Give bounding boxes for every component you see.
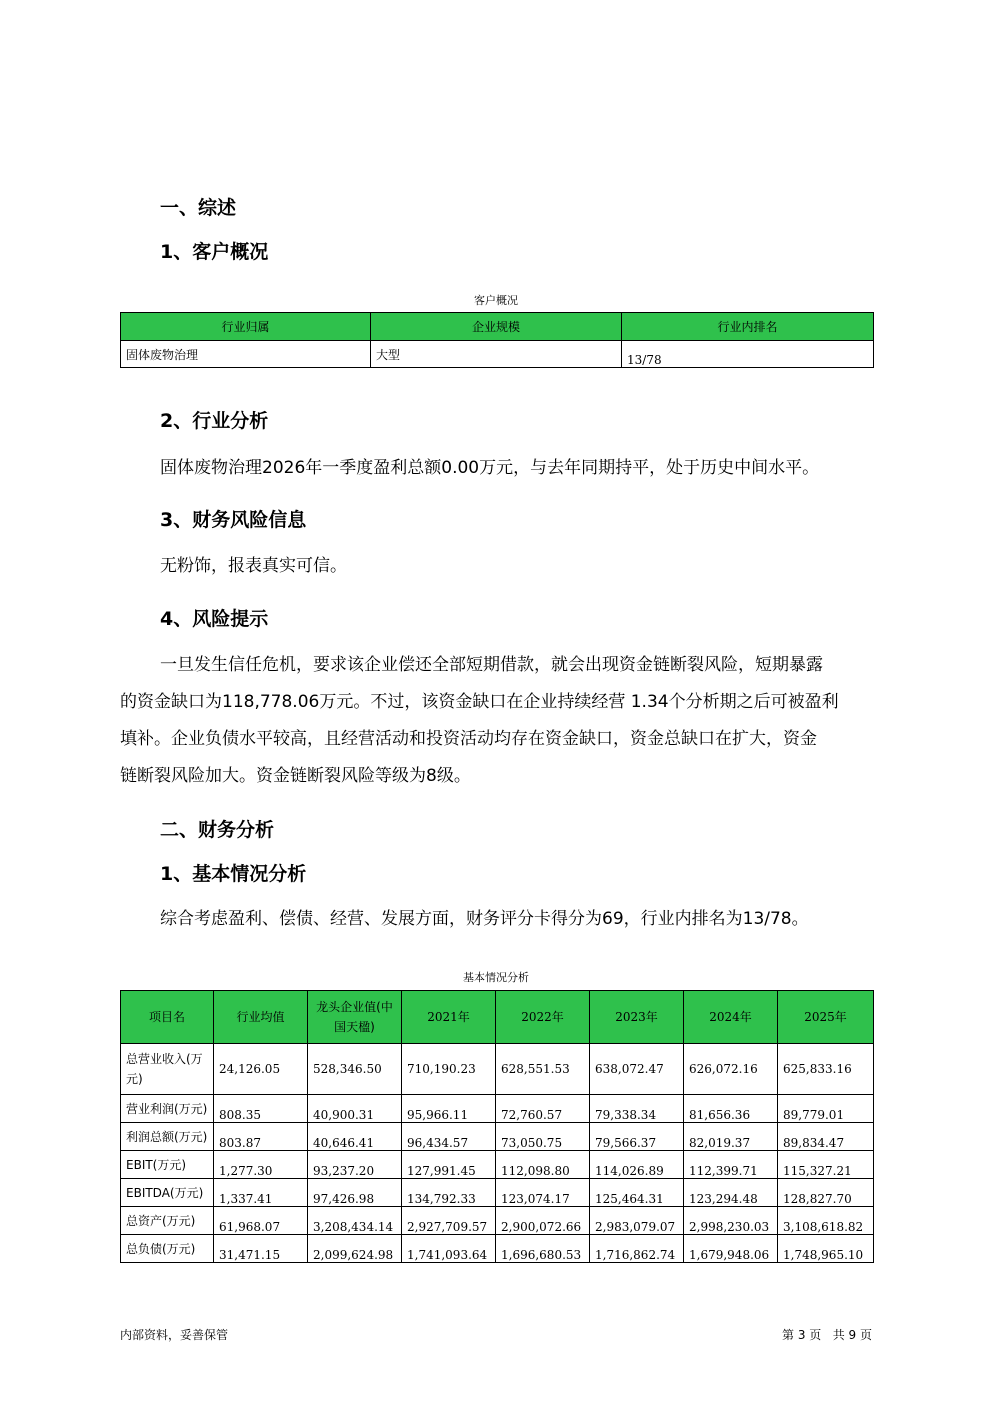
basic-header-2021: 2021年 bbox=[402, 991, 496, 1044]
basic-row-value: 1,337.41 bbox=[214, 1179, 308, 1207]
customer-header-rank: 行业内排名 bbox=[622, 313, 874, 341]
footer-confidential: 内部资料，妥善保管 bbox=[120, 1328, 229, 1342]
risk-text-line-4: 链断裂风险加大。资金链断裂风险等级为8级。 bbox=[120, 766, 471, 786]
basic-table-row bbox=[121, 1235, 874, 1263]
basic-row-value: 134,792.33 bbox=[402, 1179, 496, 1207]
basic-header-2024: 2024年 bbox=[684, 991, 778, 1044]
basic-row-label: 总负债(万元) bbox=[121, 1235, 214, 1263]
basic-row-value: 82,019.37 bbox=[684, 1123, 778, 1151]
risk-text-line-1: 一旦发生信任危机，要求该企业偿还全部短期借款，就会出现资金链断裂风险，短期暴露 bbox=[160, 655, 823, 675]
basic-header-2025: 2025年 bbox=[778, 991, 874, 1044]
heading-financial-risk-info: 3、财务风险信息 bbox=[160, 509, 307, 531]
financial-risk-text: 无粉饰，报表真实可信。 bbox=[160, 556, 347, 576]
heading-basic-analysis: 1、基本情况分析 bbox=[160, 863, 307, 885]
basic-row-value: 710,190.23 bbox=[402, 1044, 496, 1095]
basic-header-2023: 2023年 bbox=[590, 991, 684, 1044]
basic-row-value: 72,760.57 bbox=[496, 1095, 590, 1123]
section-title-financial-analysis: 二、财务分析 bbox=[160, 819, 275, 841]
basic-row-value: 31,471.15 bbox=[214, 1235, 308, 1263]
basic-table-caption: 基本情况分析 bbox=[463, 971, 529, 984]
basic-row-value: 2,900,072.66 bbox=[496, 1207, 590, 1235]
basic-row-value: 3,108,618.82 bbox=[778, 1207, 874, 1235]
basic-row-value: 115,327.21 bbox=[778, 1151, 874, 1179]
basic-row-value: 1,741,093.64 bbox=[402, 1235, 496, 1263]
basic-row-label: 利润总额(万元) bbox=[121, 1123, 214, 1151]
basic-row-value: 628,551.53 bbox=[496, 1044, 590, 1095]
basic-row-value: 2,927,709.57 bbox=[402, 1207, 496, 1235]
basic-row-value: 89,834.47 bbox=[778, 1123, 874, 1151]
heading-customer-overview: 1、客户概况 bbox=[160, 241, 269, 263]
basic-table-row bbox=[121, 1044, 874, 1095]
basic-row-value: 61,968.07 bbox=[214, 1207, 308, 1235]
footer-page-number: 第 3 页 共 9 页 bbox=[782, 1328, 872, 1342]
basic-row-value: 638,072.47 bbox=[590, 1044, 684, 1095]
basic-table-row bbox=[121, 1095, 874, 1123]
basic-row-value: 2,983,079.07 bbox=[590, 1207, 684, 1235]
heading-industry-analysis: 2、行业分析 bbox=[160, 410, 269, 432]
basic-row-value: 89,779.01 bbox=[778, 1095, 874, 1123]
basic-header-item: 项目名 bbox=[121, 991, 214, 1044]
customer-header-scale: 企业规模 bbox=[371, 313, 622, 341]
basic-table-row bbox=[121, 1179, 874, 1207]
basic-row-value: 2,099,624.98 bbox=[308, 1235, 402, 1263]
basic-row-value: 123,074.17 bbox=[496, 1179, 590, 1207]
basic-row-value: 625,833.16 bbox=[778, 1044, 874, 1095]
customer-cell-rank: 13/78 bbox=[622, 341, 874, 368]
basic-row-value: 123,294.48 bbox=[684, 1179, 778, 1207]
basic-row-value: 40,646.41 bbox=[308, 1123, 402, 1151]
basic-row-value: 1,679,948.06 bbox=[684, 1235, 778, 1263]
basic-row-value: 528,346.50 bbox=[308, 1044, 402, 1095]
basic-row-value: 73,050.75 bbox=[496, 1123, 590, 1151]
risk-text-line-3: 填补。企业负债水平较高，且经营活动和投资活动均存在资金缺口，资金总缺口在扩大，资金 bbox=[120, 729, 817, 749]
basic-table-header-row bbox=[121, 991, 874, 1044]
basic-row-label: 总资产(万元) bbox=[121, 1207, 214, 1235]
basic-row-value: 1,748,965.10 bbox=[778, 1235, 874, 1263]
customer-cell-industry: 固体废物治理 bbox=[121, 341, 371, 368]
basic-row-label: EBITDA(万元) bbox=[121, 1179, 214, 1207]
basic-row-value: 114,026.89 bbox=[590, 1151, 684, 1179]
basic-row-value: 1,277.30 bbox=[214, 1151, 308, 1179]
basic-row-value: 40,900.31 bbox=[308, 1095, 402, 1123]
basic-row-value: 95,966.11 bbox=[402, 1095, 496, 1123]
basic-row-value: 128,827.70 bbox=[778, 1179, 874, 1207]
customer-table-caption: 客户概况 bbox=[474, 294, 518, 307]
basic-header-industry-avg: 行业均值 bbox=[214, 991, 308, 1044]
basic-header-2022: 2022年 bbox=[496, 991, 590, 1044]
basic-row-value: 2,998,230.03 bbox=[684, 1207, 778, 1235]
basic-row-value: 93,237.20 bbox=[308, 1151, 402, 1179]
basic-row-value: 79,338.34 bbox=[590, 1095, 684, 1123]
basic-row-value: 626,072.16 bbox=[684, 1044, 778, 1095]
basic-row-label: 总营业收入(万元) bbox=[121, 1044, 214, 1095]
basic-row-value: 1,696,680.53 bbox=[496, 1235, 590, 1263]
basic-analysis-text: 综合考虑盈利、偿债、经营、发展方面，财务评分卡得分为69，行业内排名为13/78。 bbox=[160, 909, 809, 929]
basic-row-value: 803.87 bbox=[214, 1123, 308, 1151]
section-title-overview: 一、综述 bbox=[160, 197, 237, 219]
basic-row-label: EBIT(万元) bbox=[121, 1151, 214, 1179]
customer-cell-scale: 大型 bbox=[371, 341, 622, 368]
basic-table-row bbox=[121, 1123, 874, 1151]
basic-row-value: 112,399.71 bbox=[684, 1151, 778, 1179]
basic-row-value: 24,126.05 bbox=[214, 1044, 308, 1095]
basic-table-row bbox=[121, 1151, 874, 1179]
basic-row-value: 79,566.37 bbox=[590, 1123, 684, 1151]
basic-row-label: 营业利润(万元) bbox=[121, 1095, 214, 1123]
basic-row-value: 112,098.80 bbox=[496, 1151, 590, 1179]
basic-table-row bbox=[121, 1207, 874, 1235]
basic-row-value: 127,991.45 bbox=[402, 1151, 496, 1179]
customer-header-industry: 行业归属 bbox=[121, 313, 371, 341]
risk-text-line-2: 的资金缺口为118,778.06万元。不过，该资金缺口在企业持续经营 1.34个分析期之后可被盈利 bbox=[120, 692, 839, 712]
basic-row-value: 1,716,862.74 bbox=[590, 1235, 684, 1263]
basic-header-leader: 龙头企业值(中国天楹) bbox=[308, 991, 402, 1044]
customer-table bbox=[120, 312, 874, 368]
basic-row-value: 96,434.57 bbox=[402, 1123, 496, 1151]
heading-risk-warning: 4、风险提示 bbox=[160, 608, 269, 630]
industry-analysis-text: 固体废物治理2026年一季度盈利总额0.00万元，与去年同期持平，处于历史中间水平。 bbox=[160, 458, 820, 478]
basic-row-value: 97,426.98 bbox=[308, 1179, 402, 1207]
basic-row-value: 81,656.36 bbox=[684, 1095, 778, 1123]
basic-table bbox=[120, 990, 874, 1263]
basic-row-value: 125,464.31 bbox=[590, 1179, 684, 1207]
basic-row-value: 3,208,434.14 bbox=[308, 1207, 402, 1235]
basic-row-value: 808.35 bbox=[214, 1095, 308, 1123]
